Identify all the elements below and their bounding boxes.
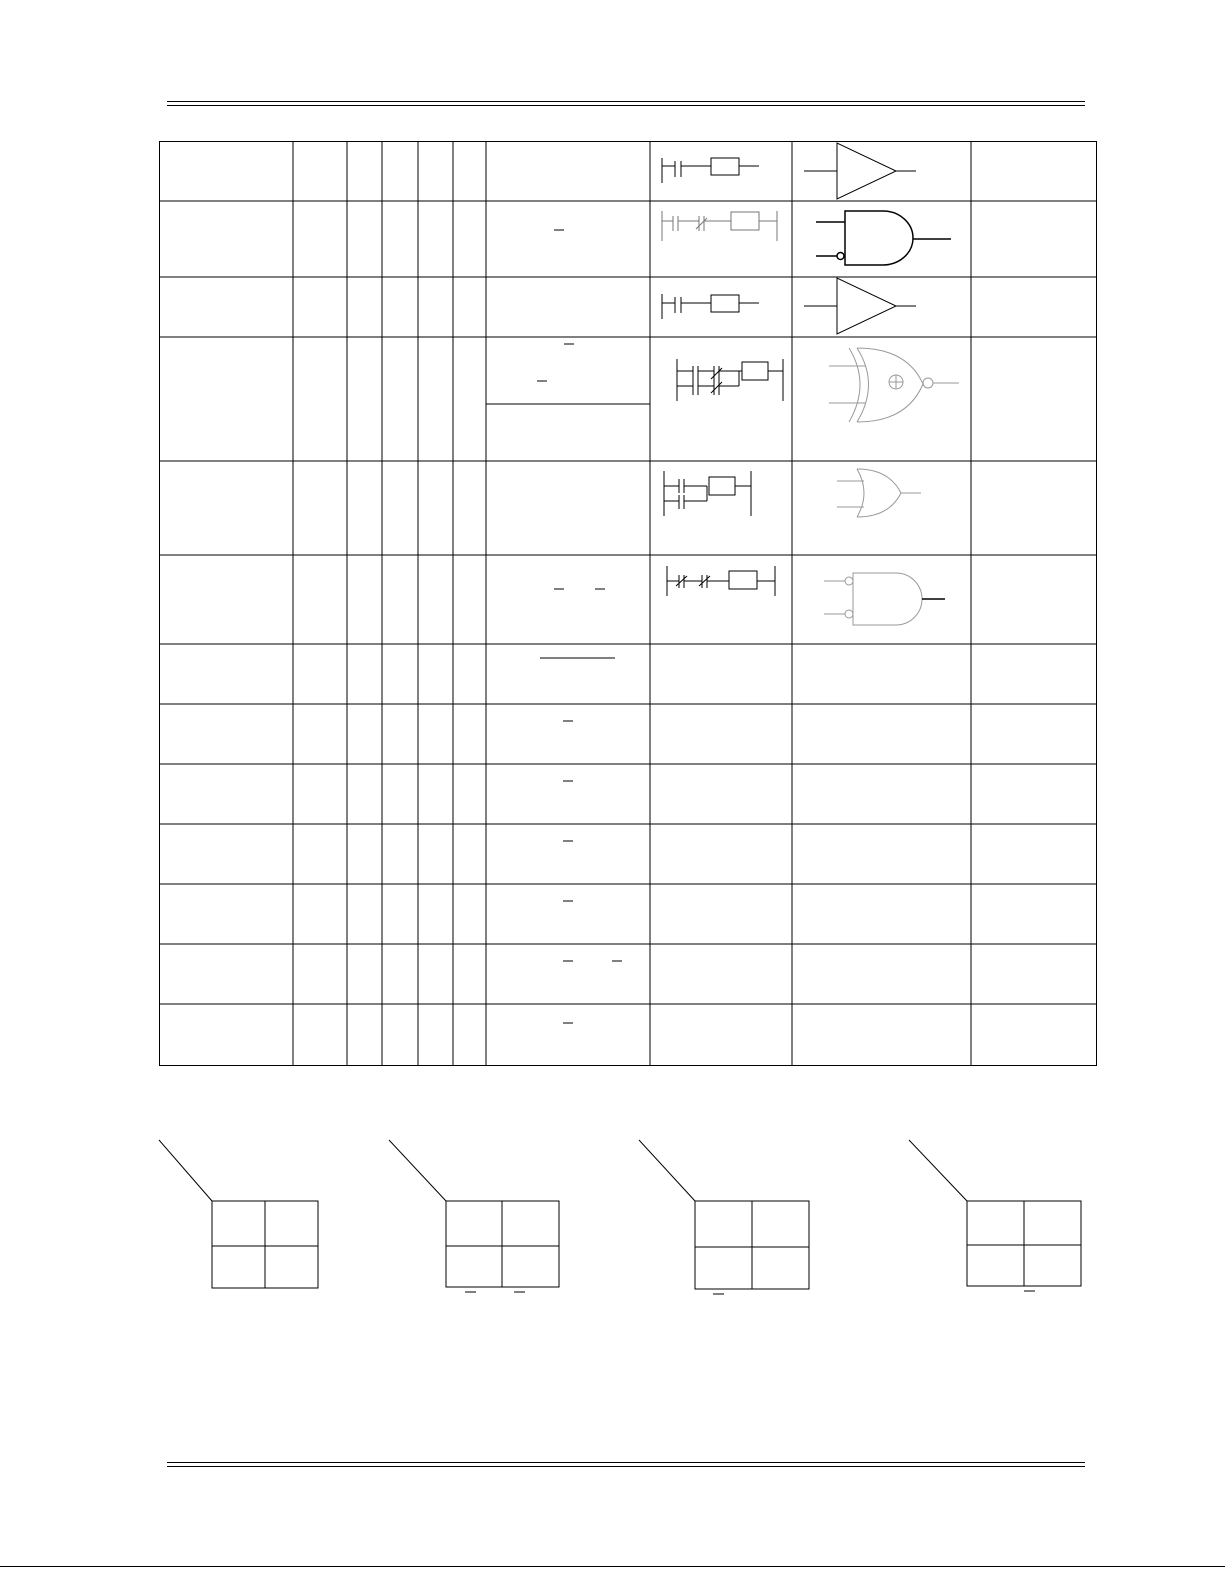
kmap-1 (159, 1140, 318, 1288)
logic-table-grid (159, 141, 1097, 1066)
buffer-gate-row-3-icon (804, 278, 916, 334)
ladder-row-4-icon (677, 359, 783, 401)
or-gate-row-5-icon (837, 469, 921, 517)
ladder-row-1-icon (662, 158, 759, 183)
gate-symbols (804, 143, 959, 625)
karnaugh-maps (150, 1130, 1100, 1320)
xnor-gate-row-4-icon (829, 348, 959, 422)
footer-rule-top (167, 1462, 1085, 1463)
and-gate-row-6-icon (824, 573, 945, 625)
ladder-row-2-icon (662, 211, 777, 241)
logic-table (159, 141, 1097, 1066)
kmap-3 (639, 1140, 809, 1294)
header-rule-top (167, 101, 1085, 102)
ladder-row-3-icon (662, 294, 759, 319)
ladder-row-6-icon (667, 566, 775, 596)
buffer-gate-row-1-icon (804, 143, 916, 199)
header-rule-bottom (167, 105, 1085, 106)
karnaugh-maps-drawing (150, 1130, 1100, 1320)
and-gate-row-2-icon (816, 211, 951, 265)
footer-rule-bottom (167, 1466, 1085, 1467)
kmap-4 (909, 1140, 1081, 1291)
kmap-2 (389, 1140, 559, 1292)
ladder-row-5-icon (664, 471, 751, 516)
ladder-symbols (662, 158, 783, 596)
page-bottom-edge (0, 1566, 1225, 1586)
expression-overbars (537, 230, 622, 1023)
